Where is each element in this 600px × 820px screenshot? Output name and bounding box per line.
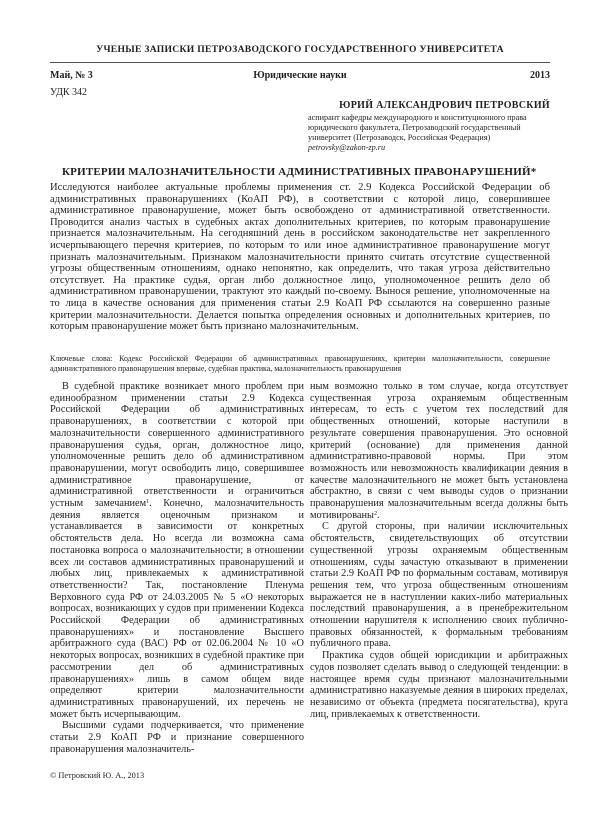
- header-rule: [50, 62, 550, 63]
- copyright-notice: © Петровский Ю. А., 2013: [50, 771, 145, 780]
- footnote-ref-1[interactable]: 1: [146, 499, 150, 506]
- keywords: Ключевые слова: Кодекс Российской Федерации об административных правонарушениях, критерии малозначительности, совершение административного правонарушения впервые, судебная практика, малозначительность правонарушения: [50, 354, 550, 373]
- paragraph: ным возможно только в том случае, когда отсутствует существенная угроза охраняемым общественным интересам, то есть с учетом тех последствий для общественных отношений, которые наступили в результате совершения правонарушения. Это основной критерий (основание) для применения данной административно-правовой нормы. При этом возможность или невозможность квалификации деяния в качестве малозначительного не может быть установлена абстрактно, в связи с чем выводы судов о признании правонарушения малозначительным всегда должны быть мотивированы$^2$.: [310, 381, 568, 521]
- journal-title: УЧЕНЫЕ ЗАПИСКИ ПЕТРОЗАВОДСКОГО ГОСУДАРСТВЕННОГО УНИВЕРСИТЕТА: [96, 44, 504, 55]
- body-column-right: [310, 381, 568, 720]
- author-block: [300, 100, 550, 153]
- issue-year: 2013: [530, 70, 550, 81]
- author-affiliation: аспирант кафедры международного и конституционного права юридического факультета, Петрозаводский государственный университет (Петрозаводск, Российская Федерация): [308, 113, 527, 142]
- author-email-link[interactable]: petrovsky@zakon-zp.ru: [308, 143, 386, 152]
- footnote-ref-2[interactable]: 2: [373, 510, 377, 517]
- body-column-left: [50, 381, 304, 756]
- article-title: КРИТЕРИИ МАЛОЗНАЧИТЕЛЬНОСТИ АДМИНИСТРАТИВНЫХ ПРАВОНАРУШЕНИЙ*: [62, 166, 537, 178]
- author-name: ЮРИЙ АЛЕКСАНДРОВИЧ ПЕТРОВСКИЙ: [339, 100, 550, 111]
- abstract: Исследуются наиболее актуальные проблемы применения ст. 2.9 Кодекса Российской Федерации об административных правонарушениях (КоАП РФ), в соответствии с которой лицо, совершившее административное правонарушение, может быть освобождено от административной ответственности. Проводится анализ частых в судебных актах дополнительных критериев, по которым правонарушение признается малозначительным. На сегодняшний день в российском законодательстве нет закрепленного исчерпывающего перечня критериев, по которым то или иное административное правонарушение могут признать малозначительным. Признаком малозначительности принято считать отсутствие существенной угрозы общественным отношениям, однако непонятно, как определить, что такая угроза действительно отсутствует. На практике судья, орган либо должностное лицо, уполномоченное решить дело об административном правонарушении, трактуют это каждый по-своему. Вынося решение, уполномоченные на то лица в качестве основания для применения статьи 2.9 КоАП РФ ссылаются на совершенно разные критерии малозначительности. Делается попытка определения основных и дополнительных критериев, по которым правонарушение может быть признано малозначительным.: [50, 182, 550, 333]
- paragraph: Высшими судами подчеркивается, что применение статьи 2.9 КоАП РФ и признание совершенного правонарушения малозначитель-: [50, 720, 304, 755]
- paragraph: Практика судов общей юрисдикции и арбитражных судов позволяет сделать вывод о следующей тенденции: в настоящее время суды признают малозначительными административно наказуемые деяния в широких пределах, независимо от объекта (предмета посягательства), круга лиц, привлекаемых к ответственности.: [310, 650, 568, 720]
- paragraph: С другой стороны, при наличии исключительных обстоятельств, свидетельствующих об отсутствии существенной угрозы охраняемым общественным отношениям, суды зачастую отказывают в применении статьи 2.9 КоАП РФ по формальным составам, мотивируя решения тем, что угроза общественным отношениям выражается не в наступлении каких-либо материальных последствий правонарушения, а в пренебрежительном отношении нарушителя к исполнению своих публично-правовых обязанностей, к формальным требованиям публичного права.: [310, 521, 568, 650]
- section-name: Юридические науки: [253, 70, 347, 81]
- issue-number: Май, № 3: [50, 70, 93, 81]
- paragraph: В судебной практике возникает много проблем при единообразном применении статьи 2.9 Кодекса Российской Федерации об административных правонарушениях, в соответствии с которой при малозначительности совершенного административного правонарушения судья, орган, должностное лицо, уполномоченные решить дело об административном правонарушении, могут освободить лицо, совершившее административное правонарушение, от административной ответственности и ограничиться устным замечанием$^1$. Конечно, малозначительность деяния является оценочным признаком и устанавливается в зависимости от конкретных обстоятельств дела. Но всегда ли возможна сама постановка вопроса о малозначительности; в отношении всех ли составов административных правонарушений и любых лиц, привлекаемых к административной ответственности? Так, постановление Пленума Верховного суда РФ от 24.03.2005 № 5 «О некоторых вопросах, возникающих у судов при применении Кодекса Российской Федерации об административных правонарушениях» и постановление Высшего арбитражного суда (ВАС) РФ от 02.06.2004 № 10 «О некоторых вопросах, возникших в судебной практике при рассмотрении дел об административных правонарушениях» лишь в самом общем виде определяют критерии малозначительности административных правонарушений, их перечень не может быть исчерпывающим.: [50, 381, 305, 720]
- udk-code: УДК 342: [50, 87, 88, 98]
